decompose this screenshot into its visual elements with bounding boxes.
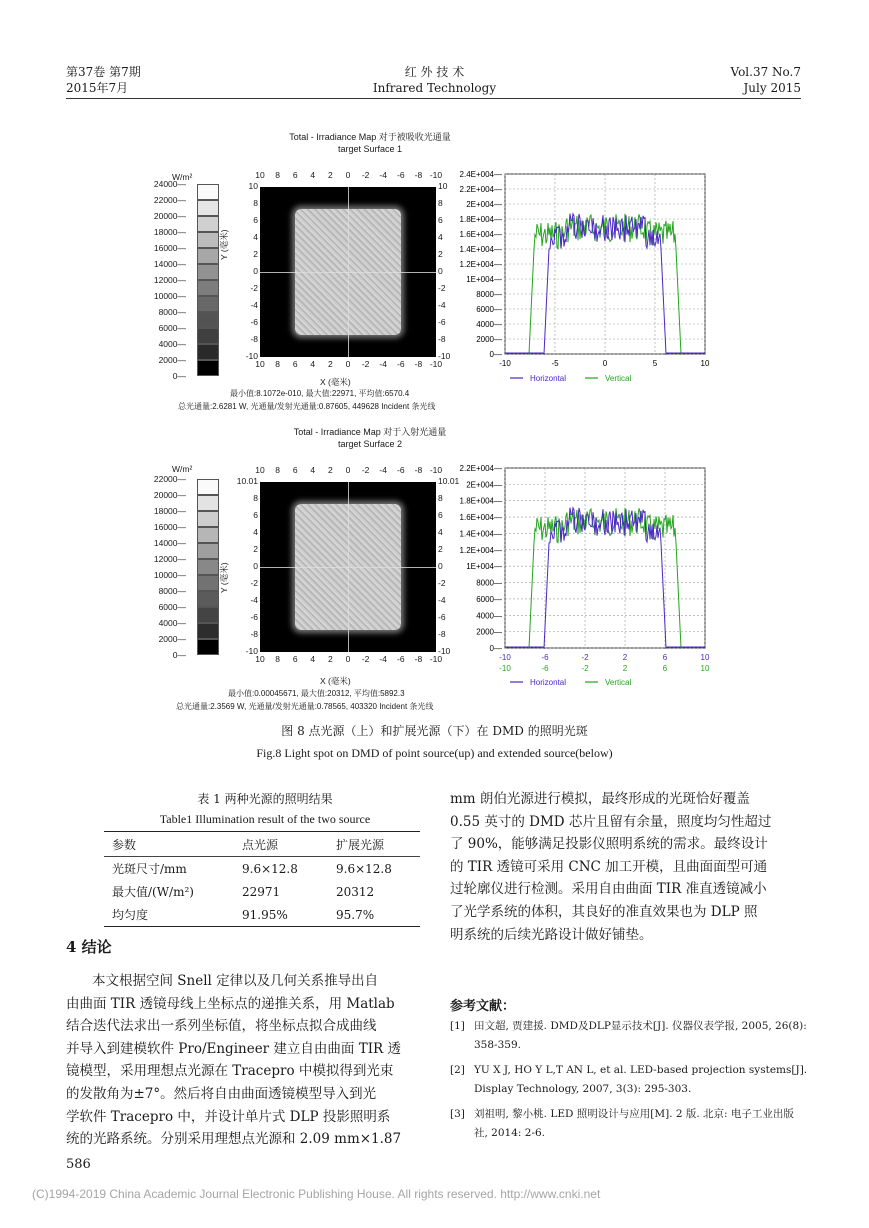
table-cell: 91.95% (242, 907, 288, 922)
profile-y-tick: 1.4E+004— (459, 245, 502, 254)
table-row (104, 857, 420, 881)
map-y-left-tick: 10.01 (236, 476, 258, 486)
scale-swatch (197, 543, 219, 559)
scale-tick-label: 4000— (158, 339, 186, 349)
map-x-top-tick: -2 (361, 465, 370, 475)
profile-y-tick: 1.6E+004— (459, 230, 502, 239)
scale-swatch (197, 559, 219, 575)
paragraph-line: 由曲面 TIR 透镜母线上坐标点的递推关系，用 Matlab (66, 995, 395, 1012)
table-cell: 20312 (336, 884, 375, 899)
issue-date: 2015年7月 (66, 81, 129, 95)
profile-x-tick: -10 (499, 359, 511, 368)
scale-tick-label: 22000— (153, 195, 186, 205)
map-y-right-tick: 6 (438, 215, 443, 225)
profile-x-tick: -5 (551, 359, 559, 368)
scale-swatch (197, 607, 219, 623)
paragraph-line: 结合迭代法求出一系列坐标值，将坐标点拟合成曲线 (66, 1018, 377, 1035)
map-y-left-tick: -6 (250, 317, 258, 327)
scale-swatch (197, 511, 219, 527)
scale-tick-label: 24000— (153, 179, 186, 189)
reference-line: Display Technology, 2007, 3(3): 295-303. (474, 1083, 692, 1095)
profile-y-tick: 2.2E+004— (459, 464, 502, 473)
top-plot-title-line1: Total - Irradiance Map 对于被吸收光通量 (289, 132, 451, 142)
legend-horizontal-label: Horizontal (530, 678, 567, 687)
paragraph-line: 0.55 英寸的 DMD 芯片且留有余量，照度均匀性超过 (450, 813, 772, 830)
map-y-right-tick: -10 (438, 646, 451, 656)
bottom-plot-title-line2: target Surface 2 (337, 439, 403, 449)
profile-y-tick: 2E+004— (466, 480, 502, 490)
profile-y-tick: 2000— (476, 627, 502, 637)
map-y-left-tick: -10 (245, 351, 258, 361)
references-list (450, 1017, 808, 1149)
table-header-cell: 扩展光源 (336, 838, 385, 852)
map-x-top-tick: 10 (255, 170, 265, 180)
reference-number: [2] (450, 1064, 465, 1076)
map-x-bottom-tick: -4 (379, 654, 387, 664)
profile-x-tick: 6 (662, 653, 668, 662)
map-x-bottom-tick: 4 (310, 359, 316, 369)
table-row (104, 880, 420, 903)
paragraph-line: 明系统的后续光路设计做好铺垫。 (450, 926, 653, 943)
map-y-left-tick: 8 (253, 493, 258, 503)
paragraph-line: 并导入到建模软件 Pro/Engineer 建立自由曲面 TIR 透 (66, 1040, 402, 1057)
map-y-left-tick: 0 (253, 561, 258, 571)
map-x-top-tick: 6 (292, 465, 298, 475)
top-scale-unit: W/m² (172, 172, 193, 182)
table-cell: 95.7% (336, 907, 375, 922)
scale-swatch (197, 623, 219, 639)
scale-tick-label: 0— (172, 650, 186, 660)
map-y-left-tick: 8 (253, 198, 258, 208)
map-x-top-tick: -4 (379, 170, 387, 180)
table-header-cell: 参数 (112, 838, 137, 852)
map-y-left-tick: 2 (253, 544, 258, 554)
scale-swatch (197, 527, 219, 543)
scale-swatch (197, 264, 219, 280)
map-y-left-tick: 2 (253, 249, 258, 259)
page-number: 586 (66, 1157, 91, 1172)
paragraph-line: 的 TIR 透镜可采用 CNC 加工开模，且曲面面型可通 (450, 858, 768, 875)
journal-title-en: Infrared Technology (372, 81, 497, 95)
map-y-right-tick: 10.01 (438, 476, 460, 486)
map-y-left-tick: 6 (253, 215, 258, 225)
scale-tick-label: 2000— (158, 355, 186, 365)
scale-swatch (197, 591, 219, 607)
profile-x-tick: 0 (602, 359, 608, 368)
map-y-left-tick: -8 (250, 629, 258, 639)
profile-plot-frame (505, 468, 705, 648)
scale-swatch (197, 344, 219, 360)
map-y-left-tick: 10 (248, 181, 258, 191)
map-y-right-tick: -6 (438, 317, 446, 327)
irradiance-map (260, 482, 436, 652)
map-y-right-tick: -8 (438, 629, 446, 639)
scale-swatch (197, 280, 219, 296)
table-caption-cn: 表 1 两种光源的照明结果 (197, 792, 333, 806)
paragraph-line: 镜模型，采用理想点光源在 Tracepro 中模拟得到光束 (66, 1063, 394, 1080)
map-x-bottom-tick: 8 (275, 359, 280, 369)
journal-volume-en (731, 64, 802, 96)
map-crosshair-v (348, 482, 349, 652)
profile-x-tick-vertical: 10 (700, 664, 710, 673)
paragraph-line: mm 朗伯光源进行模拟，最终形成的光斑恰好覆盖 (450, 791, 750, 807)
profile-y-tick: 1.8E+004— (459, 215, 502, 224)
map-x-top-tick: 2 (328, 170, 333, 180)
paragraph-line: 了光学系统的体积，其良好的准直效果也为 DLP 照 (450, 903, 758, 920)
scale-tick-label: 16000— (153, 243, 186, 253)
map-x-bottom-tick: 6 (292, 654, 298, 664)
table-row (104, 903, 420, 927)
map-x-top-tick: 4 (310, 170, 316, 180)
reference-line: YU X J, HO Y L,T AN L, et al. LED-based projection systems[J]. (474, 1064, 808, 1076)
top-irradiance-map-axes (238, 170, 458, 395)
profile-x-tick: 2 (622, 653, 628, 662)
scale-tick-label: 6000— (158, 323, 186, 333)
irradiance-map (260, 187, 436, 357)
profile-y-tick: 1E+004— (466, 562, 502, 572)
scale-tick-label: 8000— (158, 307, 186, 317)
profile-y-tick: 1.6E+004— (459, 513, 502, 523)
map-y-right-tick: 6 (438, 510, 443, 520)
map-y-right-tick: 2 (438, 544, 443, 554)
scale-tick-label: 12000— (153, 554, 186, 564)
profile-y-tick: 4000— (476, 611, 502, 621)
map-x-bottom-tick: -8 (414, 359, 423, 369)
table-cell: 9.6×12.8 (336, 861, 392, 876)
reference-line: 刘祖明, 黎小桃. LED 照明设计与应用[M]. 2 版. 北京: 电子工业出版 (474, 1108, 794, 1120)
paragraph-line: 了 90%，能够满足投影仪照明系统的需求。最终设计 (450, 836, 768, 853)
map-x-top-tick: 6 (292, 170, 298, 180)
profile-y-tick: 1.4E+004— (459, 529, 502, 539)
map-x-top-tick: -4 (379, 465, 387, 475)
reference-line: 358-359. (474, 1039, 521, 1051)
bottom-scale-unit: W/m² (172, 464, 193, 474)
journal-title-cn: 红 外 技 术 (404, 65, 465, 79)
table-cell: 光斑尺寸/mm (112, 862, 187, 876)
map-x-bottom-tick: 6 (292, 359, 298, 369)
top-map-stats-1: 最小值:8.1072e-010, 最大值:22971, 平均值:6570.4 (230, 389, 410, 398)
table-cell: 22971 (242, 884, 281, 899)
profile-x-tick: 10 (700, 653, 710, 662)
profile-y-tick: 2.4E+004— (459, 170, 502, 179)
map-y-left-tick: -10 (245, 646, 258, 656)
profile-x-tick-vertical: -2 (581, 664, 589, 673)
scale-swatch (197, 232, 219, 248)
scale-tick-label: 12000— (153, 275, 186, 285)
profile-x-tick: -6 (541, 653, 549, 662)
legend-vertical-label: Vertical (605, 678, 632, 687)
profile-y-tick: 2E+004— (466, 200, 502, 209)
scale-tick-label: 10000— (153, 570, 186, 580)
volume-issue: 第37卷 第7期 (66, 65, 141, 79)
scale-swatch (197, 248, 219, 264)
map-x-top-tick: -10 (429, 170, 443, 180)
profile-x-tick: -10 (499, 653, 511, 662)
profile-y-tick: 0— (489, 644, 502, 653)
map-y-left-tick: 0 (253, 266, 258, 276)
map-y-left-tick: -2 (250, 283, 258, 293)
references-heading: 参考文献： (450, 999, 516, 1014)
table-caption-en: Table1 Illumination result of the two source (159, 812, 371, 826)
scale-swatch (197, 312, 219, 328)
profile-x-tick: 10 (700, 359, 710, 368)
scale-tick-label: 2000— (158, 634, 186, 644)
map-y-right-tick: 8 (438, 493, 443, 503)
map-x-top-tick: -2 (361, 170, 370, 180)
map-y-right-tick: -4 (438, 595, 446, 605)
map-y-right-tick: -2 (438, 578, 446, 588)
top-map-x-label: X (毫米) (320, 377, 351, 387)
map-x-bottom-tick: -4 (379, 359, 387, 369)
map-x-top-tick: -8 (414, 465, 423, 475)
scale-tick-label: 18000— (153, 227, 186, 237)
profile-y-tick: 4000— (476, 320, 502, 329)
profile-y-tick: 6000— (476, 305, 502, 314)
map-x-bottom-tick: 0 (345, 654, 351, 664)
figure-caption-cn: 图 8 点光源（上）和扩展光源（下）在 DMD 的照明光斑 (281, 724, 588, 738)
top-map-stats-2: 总光通量:2.6281 W, 光通量/发射光通量:0.87605, 449628 Incident 条光线 (178, 402, 436, 411)
profile-y-tick: 1.2E+004— (459, 260, 502, 269)
map-x-bottom-tick: -2 (361, 359, 370, 369)
map-y-left-tick: -6 (250, 612, 258, 622)
paragraph-line: 统的光路系统。分别采用理想点光源和 2.09 mm×1.87 (66, 1131, 402, 1148)
map-x-top-tick: 8 (275, 170, 280, 180)
map-x-bottom-tick: 2 (328, 359, 333, 369)
map-x-top-tick: -8 (414, 170, 423, 180)
table-cell: 最大值/(W/m²) (112, 885, 194, 899)
paragraph-line: 的发散角为±7°。然后将自由曲面透镜模型导入到光 (66, 1085, 377, 1102)
scale-swatch (197, 216, 219, 232)
top-color-scale (140, 179, 222, 384)
bottom-plot-title-line1: Total - Irradiance Map 对于入射光通量 (293, 427, 447, 437)
map-y-right-tick: 0 (438, 561, 443, 571)
profile-y-tick: 2000— (476, 335, 502, 344)
scale-swatch (197, 360, 219, 376)
table-cell: 9.6×12.8 (242, 861, 298, 876)
profile-y-tick: 1E+004— (466, 275, 502, 284)
map-y-left-tick: 4 (253, 527, 258, 537)
scale-tick-label: 10000— (153, 291, 186, 301)
bottom-color-scale (140, 474, 222, 679)
map-x-bottom-tick: 4 (310, 654, 316, 664)
map-y-left-tick: -4 (250, 300, 258, 310)
map-x-bottom-tick: -6 (397, 654, 405, 664)
paragraph-line: 学软件 Tracepro 中，并设计单片式 DLP 投影照明系 (66, 1108, 391, 1125)
table-header-cell: 点光源 (242, 838, 279, 852)
table-cell: 均匀度 (112, 908, 149, 922)
map-y-left-tick: -4 (250, 595, 258, 605)
map-x-bottom-tick: -8 (414, 654, 423, 664)
map-y-right-tick: 4 (438, 232, 443, 242)
map-y-left-tick: -2 (250, 578, 258, 588)
map-x-bottom-tick: -6 (397, 359, 405, 369)
profile-y-tick: 8000— (476, 578, 502, 588)
profile-y-tick: 6000— (476, 594, 502, 604)
bottom-plot-title (200, 426, 540, 450)
top-map-y-label: Y (毫米) (219, 229, 229, 260)
map-x-bottom-tick: -2 (361, 654, 370, 664)
scale-tick-label: 20000— (153, 490, 186, 500)
bottom-map-x-label: X (毫米) (320, 676, 351, 686)
conclusion-right-column (450, 788, 802, 946)
bottom-profile-chart (450, 462, 720, 702)
table-top-rule (104, 831, 420, 832)
map-y-left-tick: -8 (250, 334, 258, 344)
profile-y-tick: 8000— (476, 290, 502, 299)
paragraph-line: 本文根据空间 Snell 定律以及几何关系推导出自 (92, 973, 379, 989)
map-x-bottom-tick: -10 (429, 654, 443, 664)
map-x-top-tick: 4 (310, 465, 316, 475)
map-x-top-tick: 8 (275, 465, 280, 475)
top-plot-title (200, 131, 540, 155)
scale-tick-label: 14000— (153, 259, 186, 269)
map-y-right-tick: 8 (438, 198, 443, 208)
map-x-top-tick: -6 (397, 170, 405, 180)
scale-tick-label: 16000— (153, 522, 186, 532)
scale-tick-label: 4000— (158, 618, 186, 628)
legend-vertical-label: Vertical (605, 374, 632, 383)
profile-y-tick: 1.2E+004— (459, 545, 502, 555)
map-y-right-tick: 10 (438, 181, 448, 191)
table-header-row (104, 833, 420, 857)
reference-number: [3] (450, 1108, 465, 1120)
conclusion-left-column (66, 970, 418, 1151)
reference-item (450, 1105, 802, 1143)
scale-swatch (197, 495, 219, 511)
scale-tick-label: 14000— (153, 538, 186, 548)
reference-line: 田文超, 贾建援. DMD及DLP显示技术[J]. 仪器仪表学报, 2005, 26(8): (474, 1020, 807, 1032)
profile-x-tick: 5 (652, 359, 658, 368)
scale-swatch (197, 328, 219, 344)
map-x-bottom-tick: 10 (255, 359, 265, 369)
map-x-top-tick: -6 (397, 465, 405, 475)
scale-swatch (197, 296, 219, 312)
map-y-right-tick: -8 (438, 334, 446, 344)
reference-item (450, 1061, 808, 1099)
map-x-bottom-tick: 0 (345, 359, 351, 369)
map-y-right-tick: -4 (438, 300, 446, 310)
results-table (104, 833, 420, 927)
map-x-top-tick: 10 (255, 465, 265, 475)
reference-item (450, 1017, 807, 1055)
scale-tick-label: 6000— (158, 602, 186, 612)
map-crosshair-v (348, 187, 349, 357)
bottom-map-y-label: Y (毫米) (219, 562, 229, 593)
profile-x-tick-vertical: -6 (541, 664, 549, 673)
map-x-bottom-tick: 10 (255, 654, 265, 664)
top-plot-title-line2: target Surface 1 (337, 144, 403, 154)
scale-swatch (197, 200, 219, 216)
map-x-top-tick: 0 (345, 465, 351, 475)
scale-swatch (197, 184, 219, 200)
map-x-bottom-tick: 8 (275, 654, 280, 664)
bottom-map-stats-1: 最小值:0.00045671, 最大值:20312, 平均值:5892.3 (228, 689, 405, 698)
scale-swatch (197, 639, 219, 655)
map-y-right-tick: -6 (438, 612, 446, 622)
profile-y-tick: 2.2E+004— (459, 185, 502, 194)
map-x-top-tick: -10 (429, 465, 443, 475)
scale-tick-label: 18000— (153, 506, 186, 516)
paragraph-line: 过轮廓仪进行检测。采用自由曲面 TIR 准直透镜减小 (450, 881, 767, 898)
map-y-right-tick: 2 (438, 249, 443, 259)
scale-tick-label: 8000— (158, 586, 186, 596)
profile-y-tick: 1.8E+004— (459, 496, 502, 506)
reference-line: 社, 2014: 2-6. (474, 1127, 546, 1139)
map-y-right-tick: -10 (438, 351, 451, 361)
scale-tick-label: 20000— (153, 211, 186, 221)
profile-y-tick: 0— (489, 350, 502, 359)
reference-number: [1] (450, 1020, 465, 1032)
scale-tick-label: 0— (172, 371, 186, 381)
top-profile-chart (450, 168, 720, 388)
profile-x-tick-vertical: -10 (499, 664, 511, 673)
bottom-map-stats-2: 总光通量:2.3569 W, 光通量/发射光通量:0.78565, 403320 Incident 条光线 (176, 702, 434, 711)
map-x-bottom-tick: -10 (429, 359, 443, 369)
profile-x-tick: -2 (581, 653, 589, 662)
scale-swatch (197, 575, 219, 591)
map-x-top-tick: 2 (328, 465, 333, 475)
figure-caption-en: Fig.8 Light spot on DMD of point source(up) and extended source(below) (256, 746, 613, 760)
map-x-bottom-tick: 2 (328, 654, 333, 664)
map-y-right-tick: 4 (438, 527, 443, 537)
map-y-right-tick: -2 (438, 283, 446, 293)
issue-date-en: July 2015 (743, 81, 801, 95)
bottom-irradiance-map-axes (238, 465, 458, 690)
volume-issue-en: Vol.37 No.7 (730, 65, 801, 79)
map-y-right-tick: 0 (438, 266, 443, 276)
section-heading: 4 结论 (66, 938, 112, 956)
scale-swatch (197, 479, 219, 495)
legend-horizontal-label: Horizontal (530, 374, 567, 383)
map-x-top-tick: 0 (345, 170, 351, 180)
profile-x-tick-vertical: 6 (662, 664, 668, 673)
map-y-left-tick: 4 (253, 232, 258, 242)
profile-x-tick-vertical: 2 (622, 664, 628, 673)
scale-tick-label: 22000— (153, 474, 186, 484)
copyright-footer: (C)1994-2019 China Academic Journal Electronic Publishing House. All rights reserved. http://www.cnki.net (32, 1187, 601, 1201)
map-y-left-tick: 6 (253, 510, 258, 520)
header-rule (66, 98, 801, 99)
